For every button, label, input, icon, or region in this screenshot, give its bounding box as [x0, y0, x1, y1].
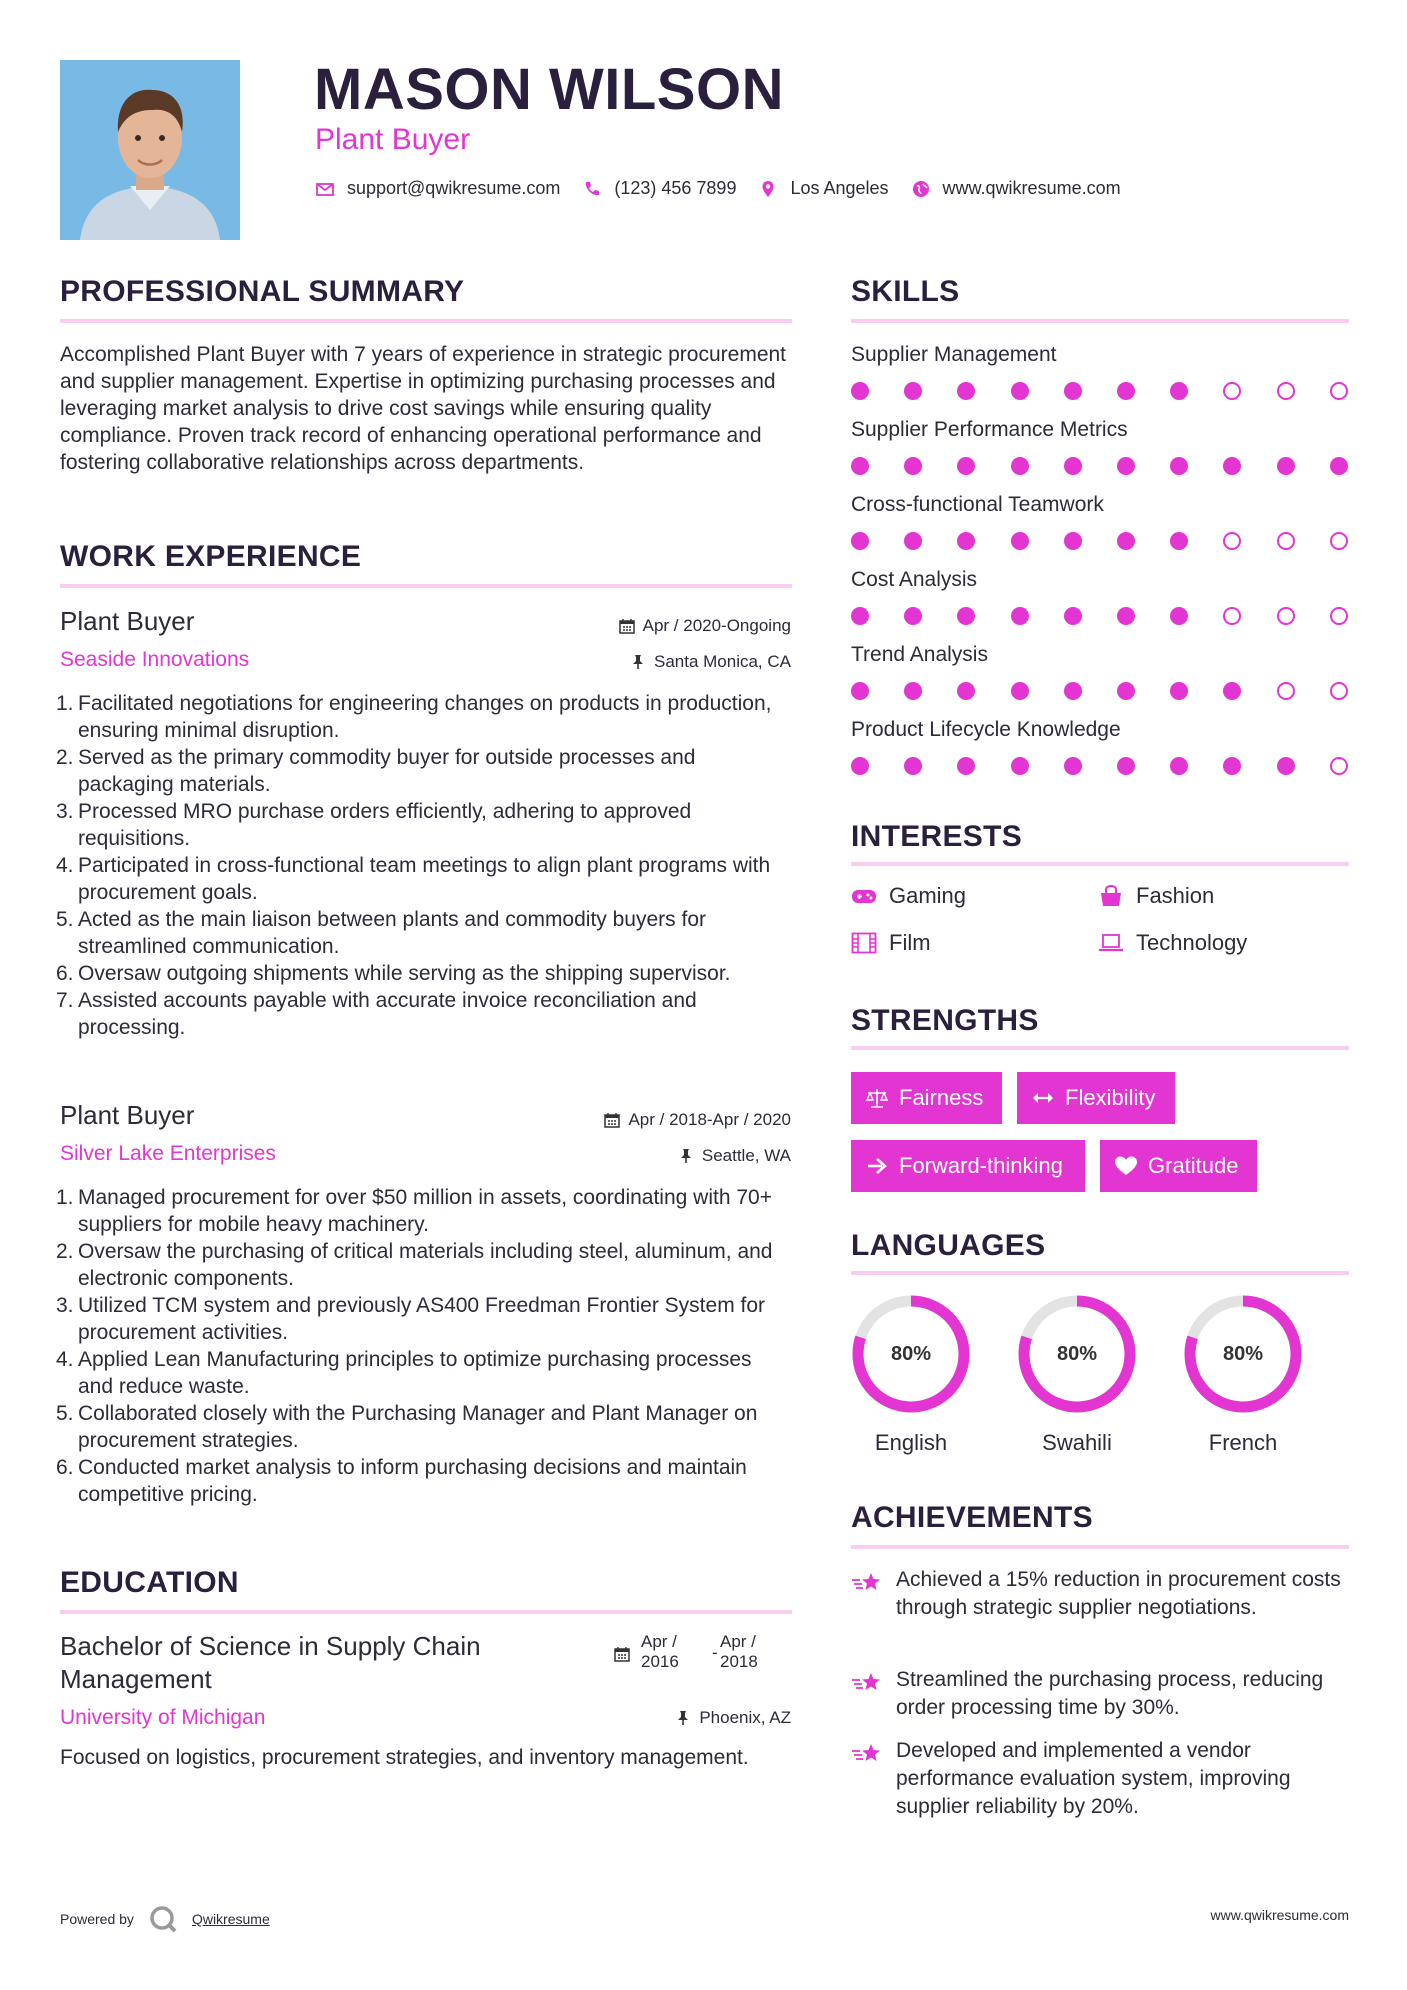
skill-dot-filled — [904, 382, 922, 400]
skill-dot-filled — [1117, 382, 1135, 400]
contact-bar — [315, 178, 1143, 199]
job-date-text: Apr / 2020-Ongoing — [642, 616, 791, 635]
skill-dot-filled — [904, 457, 922, 475]
contact-phone-text: (123) 456 7899 — [614, 178, 737, 198]
language-name: English — [874, 1430, 948, 1455]
job-title: Plant Buyer — [60, 606, 195, 636]
profile-photo — [60, 60, 240, 240]
education-divider — [60, 1610, 792, 1614]
skill-dot-filled — [957, 757, 975, 775]
education-degree: Bachelor of Science in Supply Chain Management — [60, 1631, 481, 1694]
job-title: Plant Buyer — [60, 1100, 195, 1130]
list-item: 2. Oversaw the purchasing of critical materials including steel, aluminum, and electronic components. — [56, 1240, 773, 1290]
skill-dot-filled — [851, 607, 869, 625]
map-pin-icon — [758, 179, 778, 199]
summary-heading: PROFESSIONAL SUMMARY — [60, 275, 465, 308]
candidate-name: MASON WILSON — [314, 57, 784, 122]
skill-dot-filled — [1011, 457, 1029, 475]
arrows-horizontal-icon — [1031, 1087, 1055, 1109]
skill-rating — [851, 380, 1349, 402]
language-item — [849, 1292, 973, 1455]
skill-rating — [851, 680, 1349, 702]
shooting-star-icon — [851, 1570, 883, 1596]
achievement-item — [851, 1737, 1349, 1821]
skill-dot-empty — [1223, 382, 1241, 400]
skill-dot-filled — [851, 457, 869, 475]
list-item: 4. Applied Lean Manufacturing principles to optimize purchasing processes and reduce waste. — [56, 1348, 752, 1398]
list-item: 7. Assisted accounts payable with accurate invoice reconciliation and processing. — [56, 989, 697, 1039]
skill-dot-filled — [1117, 757, 1135, 775]
strength-label: Forward-thinking — [899, 1153, 1063, 1178]
contact-website[interactable] — [911, 178, 1121, 199]
strength-label: Gratitude — [1148, 1153, 1239, 1178]
skill-dot-filled — [1170, 757, 1188, 775]
shooting-star-icon — [851, 1741, 883, 1767]
education-date-end: Apr / 2018 — [720, 1632, 758, 1671]
strengths-divider — [851, 1046, 1349, 1050]
list-item: 2. Served as the primary commodity buyer for outside processes and packaging materials. — [56, 746, 696, 796]
achievement-text: Streamlined the purchasing process, reducing order processing time by 30%. — [896, 1668, 1324, 1719]
education-location-text: Phoenix, AZ — [699, 1708, 791, 1727]
job-location — [630, 652, 791, 672]
skill-dot-filled — [1064, 607, 1082, 625]
skill-dot-empty — [1330, 682, 1348, 700]
interest-item — [851, 883, 966, 909]
contact-phone[interactable] — [582, 178, 736, 199]
languages-heading: LANGUAGES — [851, 1229, 1046, 1262]
skill-dot-filled — [1064, 532, 1082, 550]
skill-name: Cost Analysis — [851, 568, 978, 591]
education-description: Focused on logistics, procurement strategies, and inventory management. — [60, 1746, 749, 1769]
shooting-star-icon — [851, 1670, 883, 1696]
summary-divider — [60, 319, 792, 323]
interest-label: Gaming — [889, 883, 967, 908]
achievement-text: Achieved a 15% reduction in procurement costs through strategic supplier negotiations. — [896, 1568, 1341, 1619]
skill-dot-filled — [851, 682, 869, 700]
skill-dot-filled — [1064, 382, 1082, 400]
summary-text: Accomplished Plant Buyer with 7 years of experience in strategic procurement and supplier management. Expertise in optimizing purchasing processes and leveraging market analysis to drive cost savings while ensuring quality compliance. Proven track record of enhancing operational performance and fostering collaborative relationships across departments. — [60, 343, 787, 474]
contact-email[interactable] — [315, 178, 560, 199]
skill-dot-filled — [851, 757, 869, 775]
skill-dot-empty — [1223, 532, 1241, 550]
list-item: 6. Conducted market analysis to inform purchasing decisions and maintain competitive pricing. — [56, 1456, 747, 1506]
skill-dot-empty — [1277, 532, 1295, 550]
calendar-icon — [604, 1112, 620, 1128]
strengths-heading: STRENGTHS — [851, 1004, 1039, 1037]
education-heading: EDUCATION — [60, 1566, 239, 1599]
list-item: 5. Collaborated closely with the Purchasing Manager and Plant Manager on procurement strategies. — [56, 1402, 758, 1452]
skill-dot-filled — [1170, 457, 1188, 475]
strength-badge — [851, 1140, 1085, 1192]
skill-dot-empty — [1330, 607, 1348, 625]
language-percent: 80% — [890, 1343, 932, 1365]
calendar-icon — [614, 1646, 630, 1667]
languages-divider — [851, 1271, 1349, 1275]
skill-dot-filled — [1117, 457, 1135, 475]
envelope-icon — [315, 179, 335, 199]
powered-by — [60, 1904, 270, 1934]
job-location — [678, 1146, 791, 1166]
gamepad-icon — [851, 885, 877, 907]
pushpin-icon — [630, 654, 646, 670]
job-date-text: Apr / 2018-Apr / 2020 — [628, 1110, 791, 1129]
film-icon — [851, 932, 877, 954]
contact-location-text: Los Angeles — [790, 178, 889, 198]
contact-email-text: support@qwikresume.com — [347, 178, 561, 198]
strength-badge — [851, 1072, 1002, 1124]
skill-dot-empty — [1330, 757, 1348, 775]
language-item — [1181, 1292, 1305, 1455]
language-name: Swahili — [1042, 1430, 1112, 1455]
strength-label: Flexibility — [1065, 1085, 1156, 1110]
skill-dot-filled — [1011, 682, 1029, 700]
job-bullets — [56, 690, 792, 1041]
interests-heading: INTERESTS — [851, 820, 1023, 853]
job-company: Silver Lake Enterprises — [60, 1142, 276, 1165]
skill-rating — [851, 455, 1349, 477]
job-bullets — [56, 1184, 792, 1508]
balance-scale-icon — [865, 1087, 889, 1109]
pushpin-icon — [678, 1148, 694, 1164]
skill-dot-filled — [1117, 682, 1135, 700]
skill-dot-filled — [1011, 532, 1029, 550]
qwikresume-logo-icon — [148, 1904, 178, 1934]
skill-dot-filled — [957, 682, 975, 700]
skill-dot-filled — [1011, 757, 1029, 775]
skill-dot-filled — [1011, 607, 1029, 625]
skill-dot-filled — [851, 382, 869, 400]
skill-dot-filled — [1170, 682, 1188, 700]
interest-label: Film — [889, 930, 931, 955]
experience-heading: WORK EXPERIENCE — [60, 540, 362, 573]
skills-heading: SKILLS — [851, 275, 960, 308]
language-name: French — [1208, 1430, 1278, 1455]
education-date-start: Apr / 2016 — [641, 1632, 679, 1671]
interest-item — [1098, 883, 1214, 909]
strength-badge — [1017, 1072, 1175, 1124]
skill-dot-filled — [904, 532, 922, 550]
list-item: 4. Participated in cross-functional team meetings to align plant programs with procurement goals. — [56, 854, 771, 904]
powered-by-label: Powered by — [60, 1911, 134, 1927]
skill-dot-filled — [1011, 382, 1029, 400]
interest-item — [851, 930, 931, 956]
interests-divider — [851, 862, 1349, 866]
job-location-text: Santa Monica, CA — [653, 652, 791, 671]
skill-dot-filled — [1223, 757, 1241, 775]
interest-item — [1098, 930, 1247, 956]
interest-label: Technology — [1136, 930, 1248, 955]
strength-label: Fairness — [899, 1085, 984, 1110]
skill-name: Supplier Management — [851, 343, 1057, 366]
skill-dot-filled — [904, 682, 922, 700]
pushpin-icon — [675, 1710, 691, 1726]
language-percent: 80% — [1222, 1343, 1264, 1365]
achievements-divider — [851, 1545, 1349, 1549]
skill-dot-filled — [904, 757, 922, 775]
skill-dot-filled — [1223, 682, 1241, 700]
experience-divider — [60, 584, 792, 588]
list-item: 1. Facilitated negotiations for engineering changes on products in production, ensuring minimal disruption. — [56, 692, 772, 742]
skill-name: Cross-functional Teamwork — [851, 493, 1104, 516]
contact-location — [758, 178, 888, 199]
education-school: University of Michigan — [60, 1706, 266, 1729]
job-company: Seaside Innovations — [60, 648, 250, 671]
list-item: 3. Utilized TCM system and previously AS400 Freedman Frontier System for procurement activities. — [56, 1294, 766, 1344]
phone-icon — [582, 179, 602, 199]
skill-dot-filled — [1117, 607, 1135, 625]
language-item — [1015, 1292, 1139, 1455]
globe-icon — [911, 179, 931, 199]
skill-rating — [851, 755, 1349, 777]
skill-dot-filled — [1170, 532, 1188, 550]
achievements-heading: ACHIEVEMENTS — [851, 1501, 1093, 1534]
job-date — [619, 616, 791, 636]
skill-dot-filled — [851, 532, 869, 550]
skill-dot-filled — [1117, 532, 1135, 550]
interest-label: Fashion — [1136, 883, 1215, 908]
job-location-text: Seattle, WA — [701, 1146, 791, 1165]
skill-dot-filled — [1277, 757, 1295, 775]
skill-dot-filled — [1330, 457, 1348, 475]
laptop-icon — [1098, 932, 1124, 954]
achievement-item — [851, 1566, 1349, 1622]
skill-dot-empty — [1277, 607, 1295, 625]
strength-badge — [1100, 1140, 1257, 1192]
skill-dot-filled — [1277, 457, 1295, 475]
skill-dot-empty — [1330, 382, 1348, 400]
shopping-bag-icon — [1098, 885, 1124, 907]
skill-dot-filled — [1064, 757, 1082, 775]
arrow-right-icon — [865, 1155, 889, 1177]
achievement-item — [851, 1666, 1349, 1722]
skill-dot-filled — [957, 607, 975, 625]
skill-rating — [851, 530, 1349, 552]
skill-dot-empty — [1277, 382, 1295, 400]
skill-dot-empty — [1277, 682, 1295, 700]
skills-divider — [851, 319, 1349, 323]
footer-url[interactable]: www.qwikresume.com — [1210, 1907, 1349, 1923]
contact-website-text: www.qwikresume.com — [942, 178, 1121, 198]
skill-dot-empty — [1330, 532, 1348, 550]
skill-dot-filled — [957, 382, 975, 400]
heart-icon — [1114, 1155, 1138, 1177]
skill-dot-filled — [1064, 457, 1082, 475]
qwikresume-link[interactable]: Qwikresume — [191, 1911, 270, 1927]
language-percent: 80% — [1056, 1343, 1098, 1365]
skill-dot-filled — [1170, 382, 1188, 400]
list-item: 1. Managed procurement for over $50 million in assets, coordinating with 70+ suppliers for mobile heavy machinery. — [56, 1186, 772, 1236]
skill-dot-filled — [904, 607, 922, 625]
skill-dot-filled — [957, 457, 975, 475]
achievement-text: Developed and implemented a vendor performance evaluation system, improving supplier reliability by 20%. — [896, 1739, 1291, 1818]
skill-dot-empty — [1223, 607, 1241, 625]
job-date — [604, 1110, 791, 1130]
education-date-separator: - — [712, 1643, 718, 1662]
skill-dot-filled — [1170, 607, 1188, 625]
skill-rating — [851, 605, 1349, 627]
skill-name: Trend Analysis — [851, 643, 988, 666]
skill-dot-filled — [1223, 457, 1241, 475]
list-item: 6. Oversaw outgoing shipments while serving as the shipping supervisor. — [56, 962, 731, 985]
education-location — [675, 1708, 791, 1728]
calendar-icon — [619, 618, 635, 634]
candidate-title: Plant Buyer — [315, 123, 471, 156]
skill-name: Product Lifecycle Knowledge — [851, 718, 1121, 741]
list-item: 5. Acted as the main liaison between plants and commodity buyers for streamlined communication. — [56, 908, 707, 958]
skill-dot-filled — [957, 532, 975, 550]
skill-dot-filled — [1064, 682, 1082, 700]
skill-name: Supplier Performance Metrics — [851, 418, 1128, 441]
list-item: 3. Processed MRO purchase orders efficiently, adhering to approved requisitions. — [56, 800, 692, 850]
